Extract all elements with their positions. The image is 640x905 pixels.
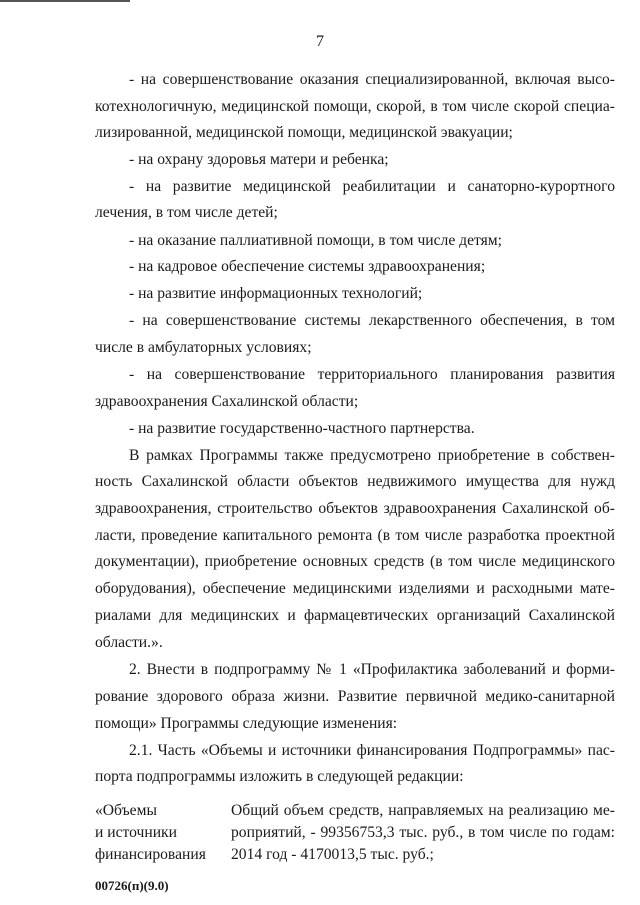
scan-edge-line (0, 0, 130, 2)
text-line: - на развитие информационных технологий; (129, 285, 423, 302)
page-number: 7 (316, 33, 324, 50)
text-line: - на оказание паллиативной помощи, в том числе детям; (129, 232, 502, 249)
text-line: ность Сахалинской области объектов недвижимого имущества для нужд (95, 473, 615, 490)
table-value-line: роприятий, - 99356753,3 тыс. руб., в том числе по годам: (231, 824, 615, 841)
table-label-line: и источники (95, 824, 177, 841)
text-line: лизированной, медицинской помощи, медицинской эвакуации; (95, 124, 513, 141)
table-label-line: «Объемы (95, 802, 157, 819)
text-line: документации), приобретение основных средств (в том числе медицинского (95, 553, 615, 570)
text-line: котехнологичную, медицинской помощи, скорой, в том числе скорой специа- (95, 98, 615, 115)
text-line: - на развитие медицинской реабилитации и санаторно-курортного (129, 178, 615, 195)
table-value-line: Общий объем средств, направляемых на реализацию ме- (231, 802, 615, 819)
text-line: 2.1. Часть «Объемы и источники финансирования Подпрограммы» пас- (129, 742, 615, 759)
document-code: 00726(п)(9.0) (95, 878, 169, 893)
text-line: здравоохранения Сахалинской области; (95, 393, 359, 410)
text-line: - на охрану здоровья матери и ребенка; (129, 151, 389, 168)
text-line: рование здорового образа жизни. Развитие первичной медико-санитарной (95, 688, 615, 705)
text-line: В рамках Программы также предусмотрено приобретение в собствен- (129, 447, 615, 464)
text-line: порта подпрограммы изложить в следующей редакции: (95, 768, 464, 785)
text-line: помощи» Программы следующие изменения: (95, 715, 398, 732)
text-line: числе в амбулаторных условиях; (95, 339, 312, 356)
text-line: - на совершенствование оказания специализированной, включая высо- (129, 71, 615, 88)
text-line: ласти, проведение капитального ремонта (в том числе разработка проектной (95, 527, 615, 544)
table-label-line: финансирования (95, 846, 206, 863)
text-line: здравоохранения, строительство объектов здравоохранения Сахалинской об- (95, 500, 615, 517)
text-line: - на развитие государственно-частного партнерства. (129, 420, 475, 437)
text-line: - на кадровое обеспечение системы здравоохранения; (129, 258, 486, 275)
text-line: оборудования), обеспечение медицинскими изделиями и расходными мате- (95, 580, 615, 597)
text-line: - на совершенствование территориального планирования развития (129, 366, 615, 383)
table-value-line: 2014 год - 4170013,5 тыс. руб.; (231, 846, 434, 863)
text-line: - на совершенствование системы лекарственного обеспечения, в том (129, 312, 615, 329)
text-line: 2. Внести в подпрограмму № 1 «Профилактика заболеваний и форми- (129, 661, 615, 678)
text-line: риалами для медицинских и фармацевтических организаций Сахалинской (95, 607, 615, 624)
text-line: лечения, в том числе детей; (95, 204, 278, 221)
text-line: области.». (95, 634, 163, 651)
